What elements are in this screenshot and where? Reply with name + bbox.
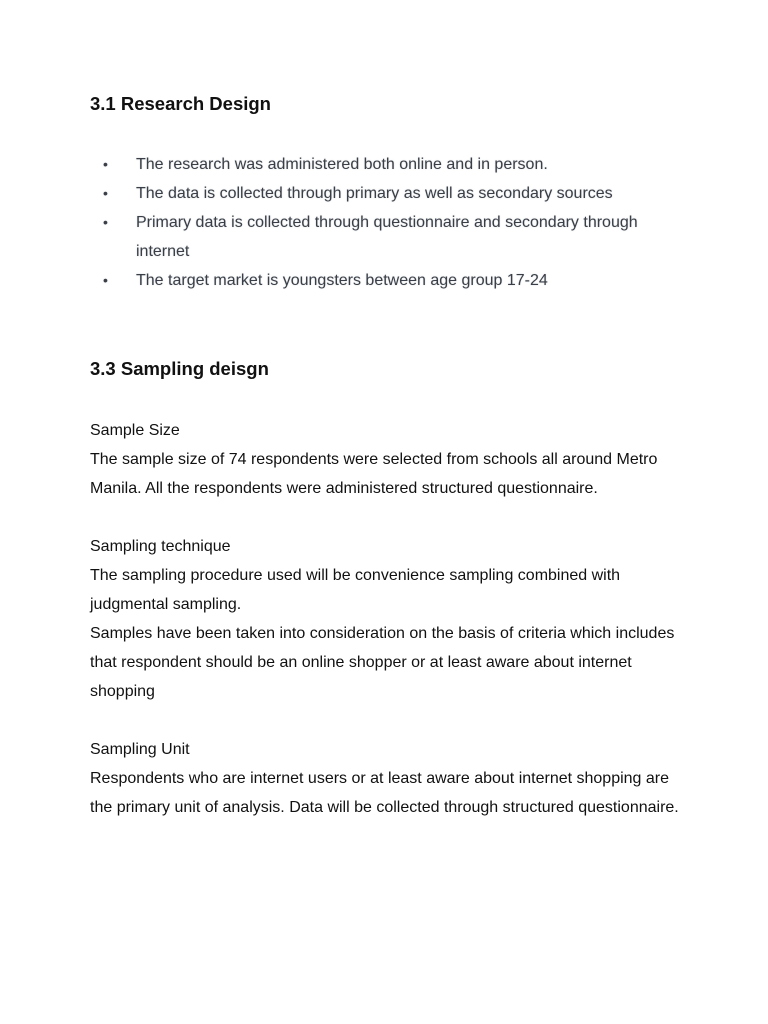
sampling-unit-label: Sampling Unit (90, 741, 190, 758)
sample-size-section (90, 416, 690, 503)
sampling-unit-text: Respondents who are internet users or at least aware about internet shopping are the primary unit of analysis. Data will be collected through structured questionnaire. (90, 770, 679, 816)
bullet-icon: • (103, 272, 108, 288)
sample-size-text: The sample size of 74 respondents were selected from schools all around Metro Manila. All the respondents were administered structured questionnaire. (90, 451, 658, 497)
sample-size-label: Sample Size (90, 422, 180, 439)
bullet-icon: • (103, 214, 108, 230)
bullet-text: The research was administered both online and in person. (136, 156, 548, 173)
bullet-icon: • (103, 185, 108, 201)
research-design-heading: 3.1 Research Design (90, 93, 271, 114)
list-item (90, 179, 690, 208)
sampling-technique-section (90, 532, 690, 706)
bullet-text: Primary data is collected through questionnaire and secondary through internet (136, 214, 638, 260)
sampling-unit-section (90, 735, 690, 822)
list-item (90, 208, 690, 266)
sampling-technique-paragraph: Samples have been taken into consideration on the basis of criteria which includes that respondent should be an online shopper or at least aware about internet shopping (90, 625, 675, 700)
sampling-design-heading: 3.3 Sampling deisgn (90, 358, 269, 379)
research-design-bullet-list (90, 150, 690, 295)
bullet-icon: • (103, 156, 108, 172)
bullet-text: The data is collected through primary as well as secondary sources (136, 185, 613, 202)
sampling-technique-label: Sampling technique (90, 538, 231, 555)
bullet-text: The target market is youngsters between age group 17-24 (136, 272, 548, 289)
list-item (90, 150, 690, 179)
sampling-technique-paragraph: The sampling procedure used will be convenience sampling combined with judgmental sampling. (90, 567, 621, 613)
list-item (90, 266, 690, 295)
